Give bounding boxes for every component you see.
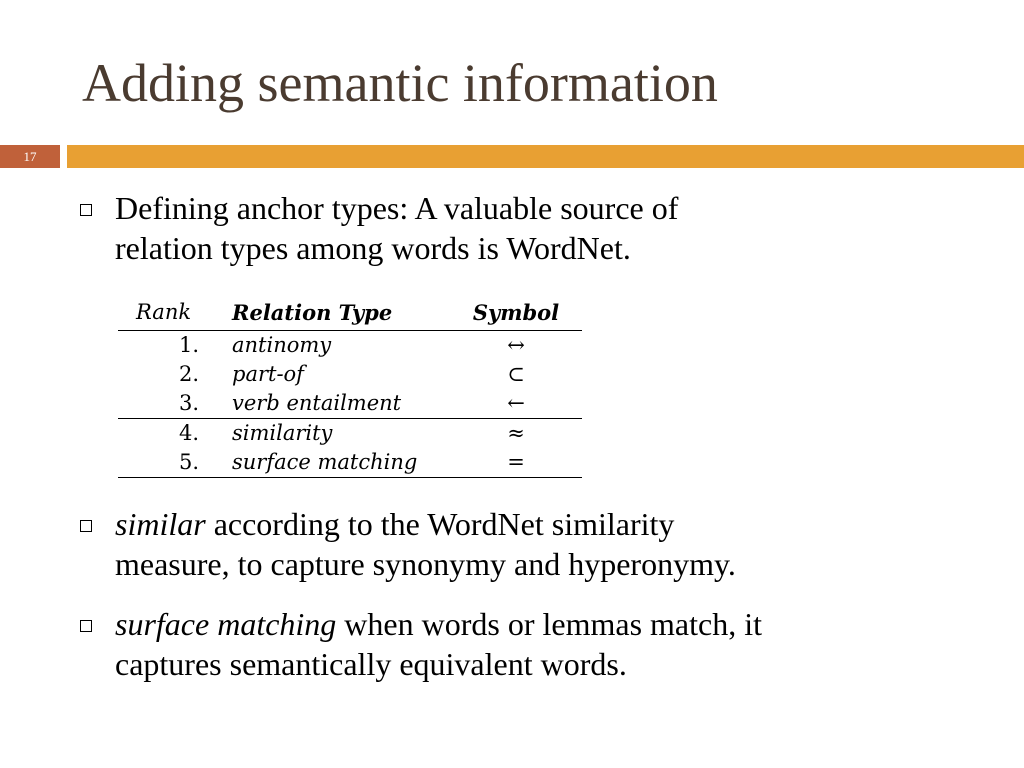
symbol-cell: ⊂ [507,362,525,386]
rank-cell: 2. [178,362,199,386]
bullet-line: Defining anchor types: A valuable source of [115,190,679,226]
relation-type-cell: antinomy [232,333,332,357]
bullet-line: relation types among words is WordNet. [115,230,631,266]
table-rule-bottom [118,477,582,478]
bullet-term: surface matching [115,606,337,642]
slide-number: 17 [0,145,60,168]
table-row [118,389,582,418]
table-row [118,419,582,448]
bullet-line-rest: according to the WordNet similarity [205,506,675,542]
relation-type-cell: surface matching [232,450,418,474]
square-bullet-icon [80,620,92,632]
header-rank: Rank [136,300,192,324]
bullet-text [115,188,678,268]
bullet-line [115,604,762,644]
table-header-row [118,298,582,330]
square-bullet-icon [80,520,92,532]
bullet-line-rest: when words or lemmas match, it [336,606,762,642]
square-bullet-icon [80,204,92,216]
symbol-cell: ← [507,391,525,415]
relation-type-table [118,297,582,478]
rank-cell: 5. [178,450,199,474]
symbol-cell: ↔ [507,333,525,357]
relation-type-cell: part-of [232,362,304,386]
table-row [118,448,582,477]
bullet-term: similar [115,506,206,542]
accent-bar [67,145,1024,168]
rank-cell: 4. [178,421,199,445]
table-row [118,360,582,389]
bullet-line: captures semantically equivalent words. [115,646,627,682]
relation-type-cell: verb entailment [232,391,402,415]
symbol-cell: = [507,450,525,474]
bullet-text [115,504,736,584]
bullet-line: measure, to capture synonymy and hyperonymy. [115,546,736,582]
bullet-line [115,504,736,544]
rank-cell: 3. [178,391,199,415]
header-symbol: Symbol [472,300,560,325]
symbol-cell: ≈ [507,421,525,445]
table-row [118,331,582,360]
header-relation-type: Relation Type [232,300,393,325]
rank-cell: 1. [178,333,199,357]
slide-title: Adding semantic information [82,53,718,113]
relation-type-cell: similarity [232,421,333,445]
bullet-text [115,604,762,684]
